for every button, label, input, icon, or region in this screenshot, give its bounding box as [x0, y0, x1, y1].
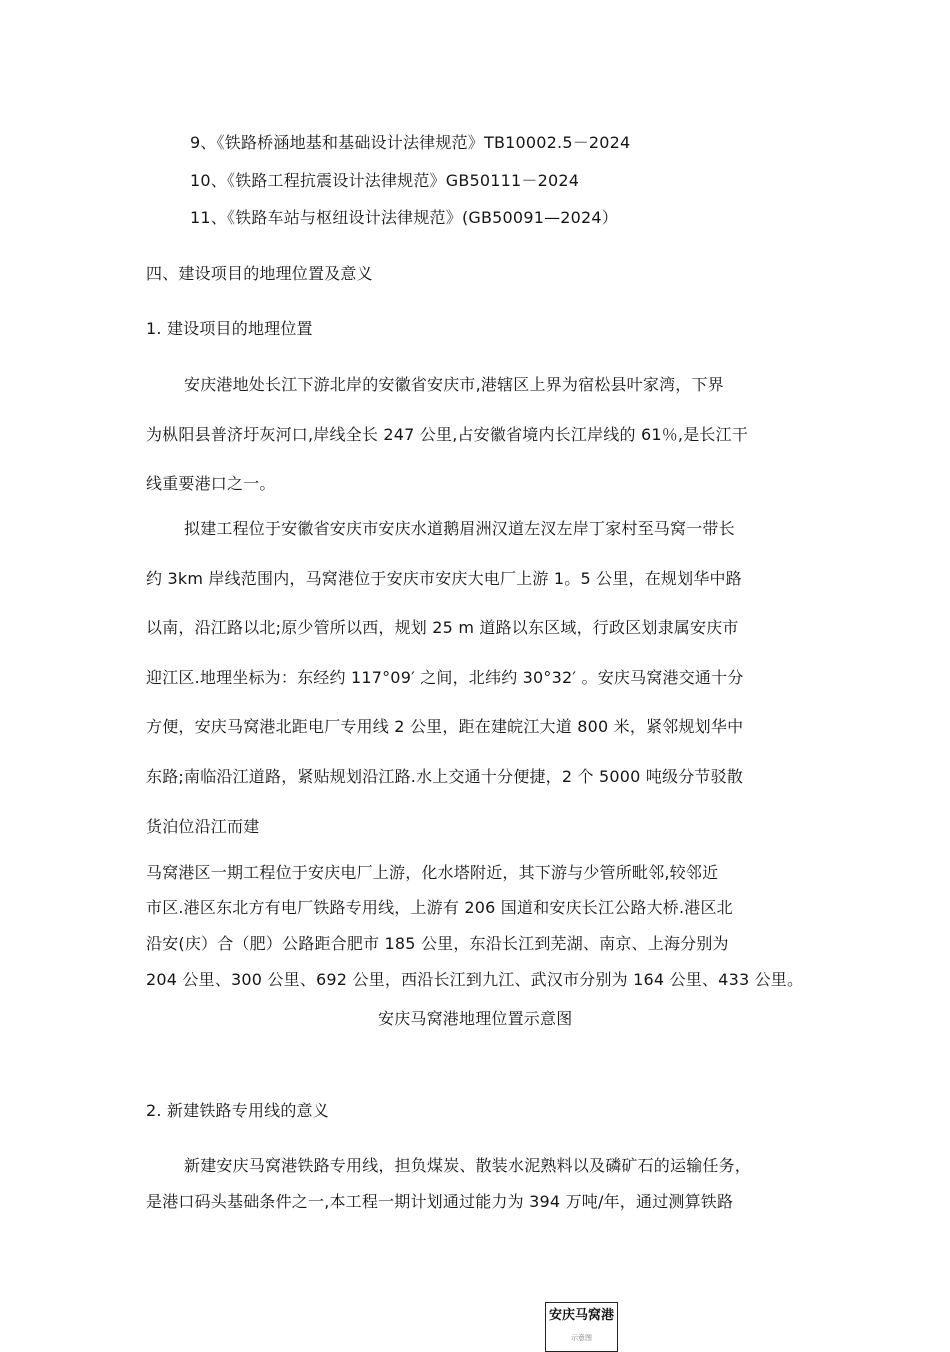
paragraph-line: 沿安(庆）合（肥）公路距合肥市 185 公里，东沿长江到芜湖、南京、上海分别为: [146, 934, 729, 953]
subsection-2-heading: 2. 新建铁路专用线的意义: [146, 1101, 329, 1120]
paragraph-line: 新建安庆马窝港铁路专用线，担负煤炭、散装水泥熟料以及磷矿石的运输任务，: [184, 1156, 752, 1175]
section-4-heading: 四、建设项目的地理位置及意义: [146, 264, 373, 283]
paragraph-line: 货泊位沿江而建: [146, 817, 260, 836]
figure-caption: 安庆马窝港地理位置示意图: [378, 1009, 573, 1028]
paragraph-line: 马窝港区一期工程位于安庆电厂上游，化水塔附近，其下游与少管所毗邻,较邻近: [146, 863, 719, 882]
paragraph-line: 安庆港地处长江下游北岸的安徽省安庆市,港辖区上界为宿松县叶家湾，下界: [184, 375, 724, 394]
subsection-1-heading: 1. 建设项目的地理位置: [146, 319, 313, 338]
paragraph-line: 线重要港口之一。: [146, 474, 276, 493]
paragraph-line: 东路;南临沿江道路，紧贴规划沿江路.水上交通十分便捷，2 个 5000 吨级分节驳散: [146, 767, 744, 786]
paragraph-line: 为枞阳县普济圩灰河口,岸线全长 247 公里,占安徽省境内长江岸线的 61％,是长江干: [146, 425, 749, 444]
paragraph-line: 是港口码头基础条件之一,本工程一期计划通过能力为 394 万吨/年，通过测算铁路: [146, 1192, 734, 1211]
paragraph-line: 市区.港区东北方有电厂铁路专用线，上游有 206 国道和安庆长江公路大桥.港区北: [146, 898, 733, 917]
paragraph-line: 204 公里、300 公里、692 公里，西沿长江到九江、武汉市分别为 164 公里、433 公里。: [146, 970, 804, 989]
reference-item-9: 9、《铁路桥涵地基和基础设计法律规范》TB10002.5－2024: [190, 133, 631, 152]
map-inset-figure: [545, 1302, 618, 1352]
paragraph-line: 方便，安庆马窝港北距电厂专用线 2 公里，距在建皖江大道 800 米，紧邻规划华中: [146, 717, 744, 736]
paragraph-line: 迎江区.地理坐标为：东经约 117°09′ 之间，北纬约 30°32′ 。安庆马窝港交通十分: [146, 668, 744, 687]
paragraph-line: 以南，沿江路以北;原少管所以西，规划 25 m 道路以东区域，行政区划隶属安庆市: [146, 618, 739, 637]
map-inset-subtitle: 示意图: [571, 1334, 592, 1342]
map-inset-title: 安庆马窝港: [548, 1308, 614, 1323]
reference-item-10: 10、《铁路工程抗震设计法律规范》GB50111－2024: [190, 171, 580, 190]
reference-item-11: 11、《铁路车站与枢纽设计法律规范》(GB50091—2024）: [190, 208, 618, 227]
paragraph-line: 拟建工程位于安徽省安庆市安庆水道鹅眉洲汉道左汊左岸丁家村至马窝一带长: [184, 519, 735, 538]
paragraph-line: 约 3km 岸线范围内，马窝港位于安庆市安庆大电厂上游 1。5 公里，在规划华中路: [146, 569, 742, 588]
